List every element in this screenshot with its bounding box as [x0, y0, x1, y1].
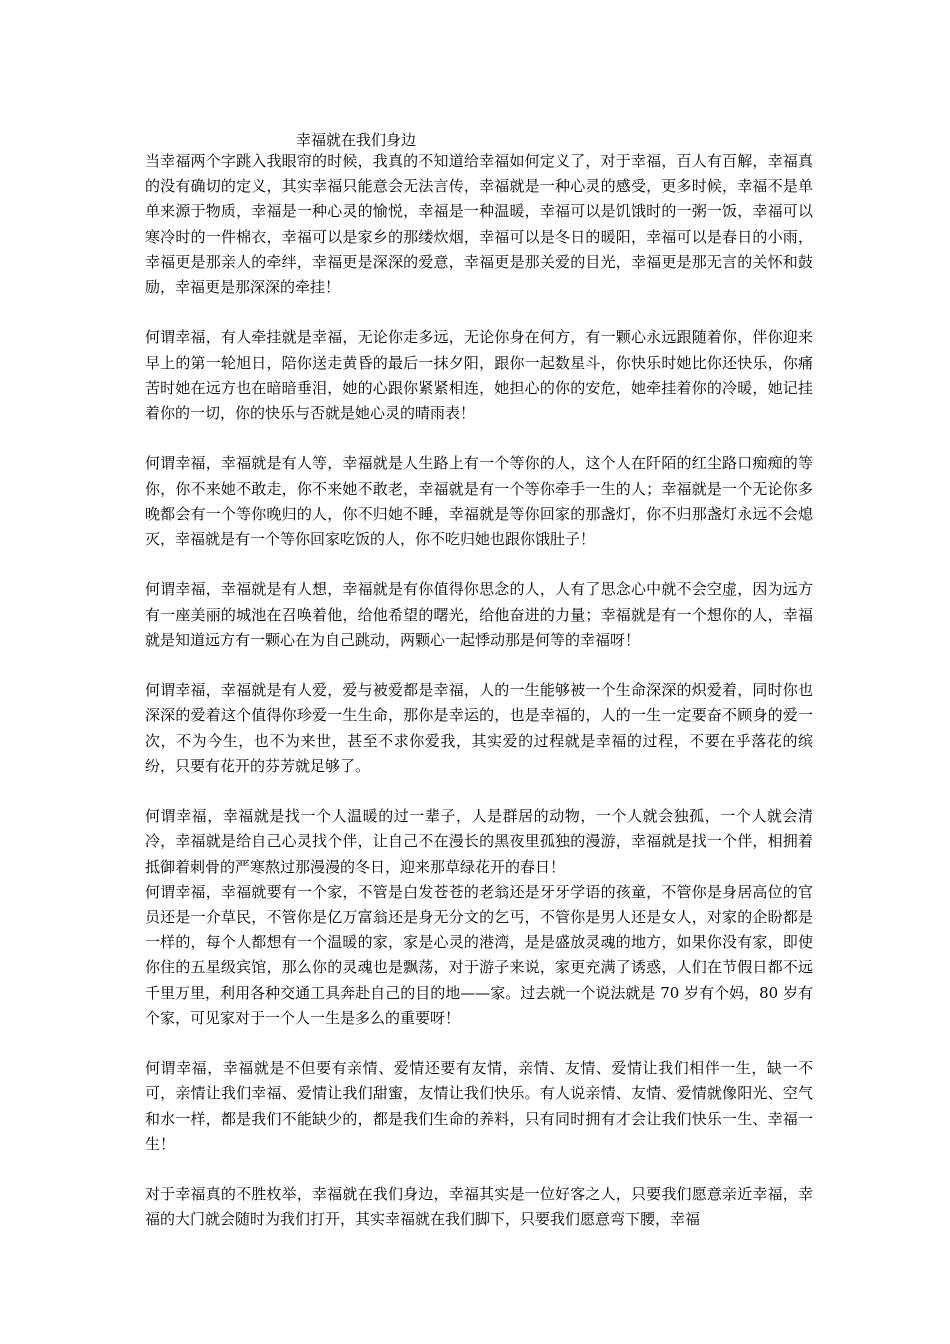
paragraph-6: 何谓幸福，幸福就是找一个人温暖的过一辈子，人是群居的动物，一个人就会独孤，一个人就会清冷，幸福就是给自己心灵找个伴，让自己不在漫长的黑夜里孤独的漫游，幸福就是找一个伴，相拥着抵御着刺骨的严寒熬过那漫漫的冬日，迎来那草绿花开的春日！ [145, 807, 813, 876]
document-body [145, 149, 813, 1258]
paragraph-7: 何谓幸福，幸福就要有一个家，不管是白发苍苍的老翁还是牙牙学语的孩童，不管你是身居高位的官员还是一介草民，不管你是亿万富翁还是身无分文的乞丐，不管你是男人还是女人，对家的企盼都是一样的，每个人都想有一个温暖的家，家是心灵的港湾，是是盛放灵魂的地方，如果你没有家，即使你住的五星级宾馆，那么你的灵魂也是飘荡，对于游子来说，家更充满了诱惑，人们在节假日都不远千里万里，利用各种交通工具奔赴自己的目的地——家。过去就一个说法就是 70 岁有个妈，80 岁有个家，可见家对于一个人一生是多么的重要呀！ [145, 882, 813, 1027]
document-title: 幸福就在我们身边 [296, 131, 417, 149]
paragraph-4: 何谓幸福，幸福就是有人想，幸福就是有你值得你思念的人，人有了思念心中就不会空虚，因为远方有一座美丽的城池在召唤着他，给他希望的曙光，给他奋进的力量；幸福就是有一个想你的人，幸福就是知道远方有一颗心在为自己跳动，两颗心一起悸动那是何等的幸福呀！ [145, 580, 813, 649]
paragraph-1: 当幸福两个字跳入我眼帘的时候，我真的不知道给幸福如何定义了，对于幸福，百人有百解，幸福真的没有确切的定义，其实幸福只能意会无法言传，幸福就是一种心灵的感受，更多时候，幸福不是单单来源于物质，幸福是一种心灵的愉悦，幸福是一种温暖，幸福可以是饥饿时的一粥一饭，幸福可以寒冷时的一件棉衣，幸福可以是家乡的那缕炊烟，幸福可以是冬日的暖阳，幸福可以是春日的小雨，幸福更是那亲人的牵绊，幸福更是深深的爱意，幸福更是那关爱的目光，幸福更是那无言的关怀和鼓励，幸福更是那深深的牵挂！ [145, 152, 813, 297]
paragraph-8: 何谓幸福，幸福就是不但要有亲情、爱情还要有友情，亲情、友情、爱情让我们相伴一生，缺一不可，亲情让我们幸福、爱情让我们甜蜜，友情让我们快乐。有人说亲情、友情、爱情就像阳光、空气和水一样，都是我们不能缺少的，都是我们生命的养料，只有同时拥有才会让我们快乐一生、幸福一生！ [145, 1059, 813, 1153]
paragraph-2: 何谓幸福，有人牵挂就是幸福，无论你走多远，无论你身在何方，有一颗心永远跟随着你，伴你迎来早上的第一轮旭日，陪你送走黄昏的最后一抹夕阳，跟你一起数星斗，你快乐时她比你还快乐，你痛苦时她在远方也在暗暗垂泪，她的心跟你紧紧相连，她担心的你的安危，她牵挂着你的冷暖，她记挂着你的一切，你的快乐与否就是她心灵的晴雨表！ [145, 328, 813, 423]
paragraph-9: 对于幸福真的不胜枚举，幸福就在我们身边，幸福其实是一位好客之人，只要我们愿意亲近幸福，幸福的大门就会随时为我们打开，其实幸福就在我们脚下，只要我们愿意弯下腰，幸福 [145, 1185, 813, 1229]
paragraph-3: 何谓幸福，幸福就是有人等，幸福就是人生路上有一个等你的人，这个人在阡陌的红尘路口痴痴的等你，你不来她不敢走，你不来她不敢老，幸福就是有一个等你牵手一生的人；幸福就是一个无论你多晚都会有一个等你晚归的人，你不归她不睡，幸福就是等你回家的那盏灯，你不归那盏灯永远不会熄灭，幸福就是有一个等你回家吃饭的人，你不吃归她也跟你饿肚子！ [145, 454, 813, 549]
paragraph-5: 何谓幸福，幸福就是有人爱，爱与被爱都是幸福，人的一生能够被一个生命深深的炽爱着，同时你也深深的爱着这个值得你珍爱一生生命，那你是幸运的，也是幸福的，人的一生一定要奋不顾身的爱一次，不为今生，也不为来世，甚至不求你爱我，其实爱的过程就是幸福的过程，不要在乎落花的缤纷，只要有花开的芬芳就足够了。 [145, 681, 813, 775]
